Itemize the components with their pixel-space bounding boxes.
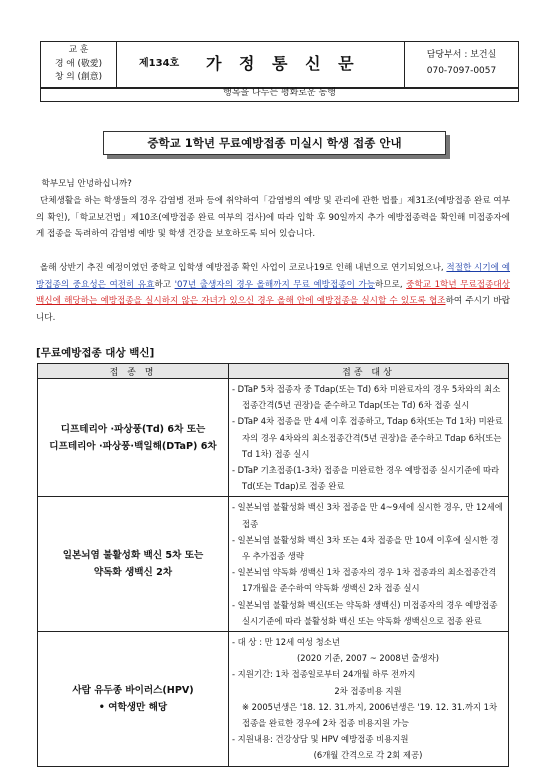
target-item: (2020 기준, 2007 ~ 2008년 출생자) <box>296 653 439 664</box>
para2-text: 하고 <box>154 279 172 290</box>
motto-line: 창 의 (創意) <box>54 72 103 82</box>
emphasis-request: 중학교 1학년 무료접종대상 백신에 해당하는 예방접종을 실시하지 않은 자녀가 있으신 경우 올해 안에 예방접종을 실시할 수 있도록 협조 <box>36 279 510 307</box>
greeting <box>36 176 510 193</box>
table-row <box>38 379 509 497</box>
para2-text: 올해 상반기 추진 예정이였던 중학교 입학생 예방접종 확인 사업이 코로나19로 인해 내년으로 연기되었으나, <box>40 263 444 273</box>
header-target: 접종 대상 <box>229 364 509 379</box>
emphasis-importance: 적절한 시기에 예방접종의 중요성은 여전히 유효 <box>36 263 511 290</box>
school-slogan: 행복을 나누는 평화로운 동행 <box>40 86 519 102</box>
target-cell <box>229 497 509 632</box>
target-cell <box>229 379 509 497</box>
header-vaccine-name: 접 종 명 <box>38 364 229 379</box>
target-cell <box>229 632 509 767</box>
issue-number: 제134호 <box>139 58 180 69</box>
department-label: 담당부서 : 보건실 <box>426 50 497 60</box>
vaccine-name-line: 사람 유두종 바이러스(HPV) <box>72 684 194 696</box>
target-note: ※ 2005년생은 '18. 12. 31.까지, 2006년생은 '19. 12. 31.까지 1차 접종을 완료한 경우에 2차 접종 비용지원 가능 <box>242 701 498 729</box>
motto-line: 경 애 (敬愛) <box>54 58 103 69</box>
table-header-row <box>38 364 509 379</box>
vaccine-name-line: 약독화 생백신 2차 <box>93 567 173 579</box>
target-item: - DTaP 4차 접종을 만 4세 이후 접종하고, Tdap 6차(또는 Td 1차) 미완료자의 경우 4차와의 최소접종간격(5년 권장)을 준수하고 Tdap 6차(또는 Td 1차) 접종 실시 <box>232 416 503 459</box>
target-item: 2차 접종비용 지원 <box>334 685 402 696</box>
vaccine-name-line: 디프테리아 ·파상풍·백일해(DTaP) 6차 <box>49 440 217 452</box>
vaccine-name-cell <box>38 632 229 767</box>
target-item: - DTaP 기초접종(1-3차) 접종을 미완료한 경우 예방접종 실시기준에 따라 Td(또는 Tdap)로 접종 완료 <box>232 465 500 492</box>
emphasis-free-until: '07년 출생자의 경우 올해까지 무료 예방접종이 가능 <box>174 279 376 290</box>
table-row <box>38 632 509 767</box>
department-box <box>404 42 518 87</box>
phone-number: 070-7097-0057 <box>426 66 497 76</box>
vaccine-name-line: 디프테리아 ·파상풍(Td) 6차 또는 <box>60 423 206 435</box>
newsletter-header <box>40 41 519 89</box>
vaccine-name-cell <box>38 497 229 632</box>
target-item: - 지원내용: 건강상담 및 HPV 예방접종 비용지원 <box>232 734 409 745</box>
vaccine-name-line: 일본뇌염 불활성화 백신 5차 또는 <box>62 550 204 562</box>
section-title: [무료예방접종 대상 백신] <box>36 347 155 359</box>
notice-title: 중학교 1학년 무료예방접종 미실시 학생 접종 안내 <box>103 131 446 155</box>
para2-text: 하여 주시기 바랍니다. <box>36 296 511 324</box>
target-item: - DTaP 5차 접종자 중 Tdap(또는 Td) 6차 미완료자의 경우 5차와의 최소 접종간격(5년 권장)을 준수하고 Tdap(또는 Td) 6차 접종 실시 <box>232 384 501 411</box>
target-item: - 일본뇌염 불활성화 백신(또는 약독화 생백신) 미접종자의 경우 예방접종 실시기준에 따라 불활성화 백신 또는 약독화 생백신으로 접종 완료 <box>232 599 498 626</box>
vaccine-table <box>37 363 509 767</box>
table-row <box>38 497 509 632</box>
target-item: - 대 상 : 만 12세 여성 청소년 <box>232 637 340 648</box>
target-item: - 일본뇌염 불활성화 백신 3차 또는 4차 접종을 만 10세 이후에 실시한 경우 추가접종 생략 <box>232 534 499 562</box>
target-item: (6개월 간격으로 각 2회 제공) <box>313 750 423 761</box>
para2-text: 하므로, <box>375 279 403 290</box>
school-motto-box <box>41 42 117 87</box>
target-item: - 일본뇌염 불활성화 백신 3차 접종을 만 4~9세에 실시한 경우, 만 12세에 접종 <box>232 502 503 529</box>
paragraph-1: 단체생활을 하는 학생들의 경우 감염병 전파 등에 취약하여「감염병의 예방 및 관리에 관한 법률」제31조(예방접종 완료 여부의 확인),「학교보건법」제10조(예방접종 완료 여부의 검사)에 따라 입학 후 90일까지 추가 예방접종력을 확인해 미접종자에게 접종을 독려하여 감염병 예방 및 학생 건강을 보호하도록 되어 있습니다. <box>36 196 510 240</box>
target-item: - 일본뇌염 약독화 생백신 1차 접종자의 경우 1차 접종과의 최소접종간격 17개월을 준수하여 약독화 생백신 2차 접종 실시 <box>232 567 497 594</box>
greeting-text: 학부모님 안녕하십니까? <box>41 179 132 189</box>
paragraph-2 <box>36 260 510 327</box>
target-item: - 지원기간: 1차 접종일로부터 24개월 하루 전까지 <box>232 669 416 680</box>
vaccine-name-cell <box>38 379 229 497</box>
newsletter-title: 가 정 통 신 문 <box>206 54 360 73</box>
motto-line: 교 훈 <box>68 45 89 55</box>
vaccine-name-line: • 여학생만 해당 <box>98 701 168 713</box>
